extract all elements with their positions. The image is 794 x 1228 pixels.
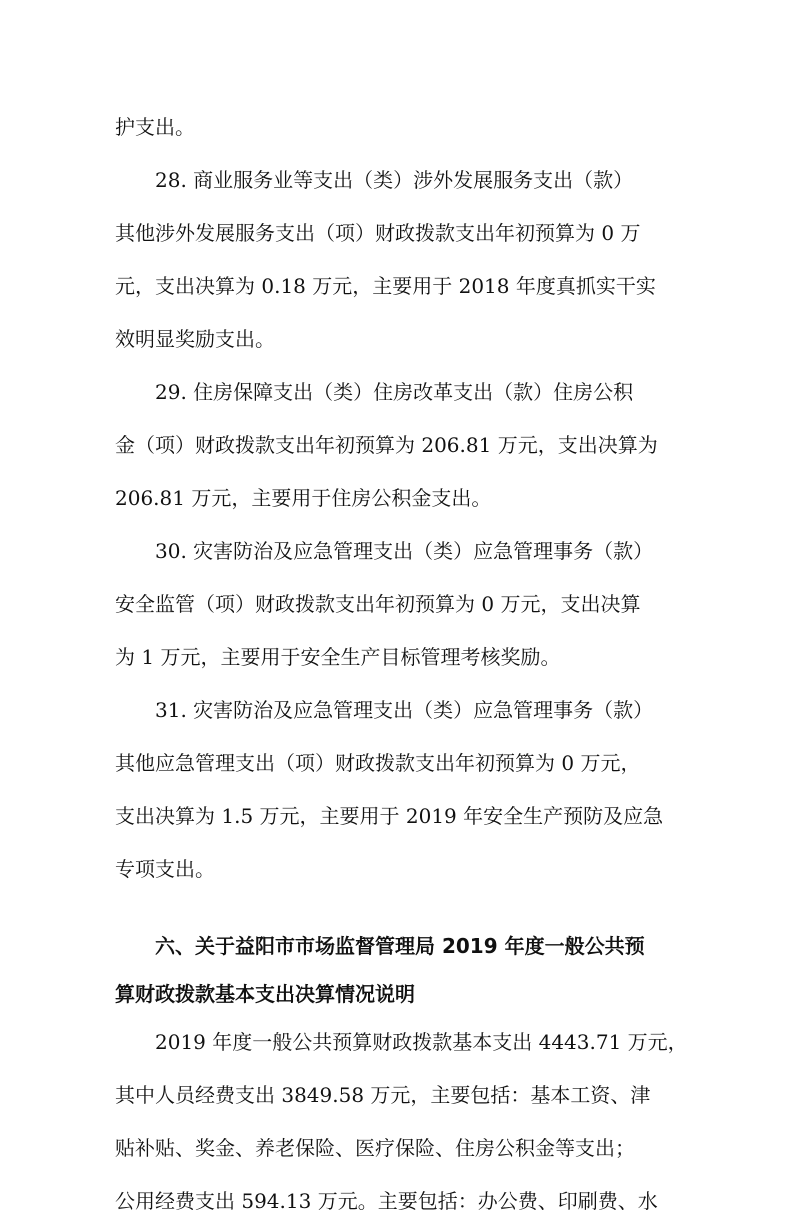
- text-line: 206.81 万元，主要用于住房公积金支出。: [115, 486, 492, 510]
- text-line: 护支出。: [115, 115, 195, 139]
- text-line: 为 1 万元，主要用于安全生产目标管理考核奖励。: [115, 645, 561, 669]
- text-line: 效明显奖励支出。: [115, 327, 275, 351]
- text-line: 28. 商业服务业等支出（类）涉外发展服务支出（款）: [115, 168, 634, 192]
- paragraph-item-28: [115, 154, 696, 366]
- paragraph-basic-expenditure: [115, 1016, 696, 1228]
- paragraph-item-30: [115, 525, 696, 684]
- section-heading: [115, 922, 696, 1018]
- paragraph-item-31: [115, 684, 696, 896]
- text-line: 专项支出。: [115, 857, 215, 881]
- text-line: 29. 住房保障支出（类）住房改革支出（款）住房公积: [115, 380, 634, 404]
- text-line: 安全监管（项）财政拨款支出年初预算为 0 万元，支出决算: [115, 592, 641, 616]
- paragraph-item-29: [115, 366, 696, 525]
- paragraph-continuation: [115, 101, 696, 154]
- heading-line: 算财政拨款基本支出决算情况说明: [115, 982, 415, 1006]
- text-line: 贴补贴、奖金、养老保险、医疗保险、住房公积金等支出；: [115, 1136, 635, 1160]
- heading-line: 六、关于益阳市市场监督管理局 2019 年度一般公共预: [115, 934, 645, 958]
- text-line: 2019 年度一般公共预算财政拨款基本支出 4443.71 万元，: [115, 1030, 688, 1054]
- text-line: 元，支出决算为 0.18 万元，主要用于 2018 年度真抓实干实: [115, 274, 656, 298]
- text-line: 公用经费支出 594.13 万元。主要包括：办公费、印刷费、水: [115, 1189, 658, 1213]
- text-line: 其他涉外发展服务支出（项）财政拨款支出年初预算为 0 万: [115, 221, 641, 245]
- text-line: 其中人员经费支出 3849.58 万元，主要包括：基本工资、津: [115, 1083, 651, 1107]
- text-line: 31. 灾害防治及应急管理支出（类）应急管理事务（款）: [115, 698, 654, 722]
- text-line: 支出决算为 1.5 万元，主要用于 2019 年安全生产预防及应急: [115, 804, 664, 828]
- text-line: 其他应急管理支出（项）财政拨款支出年初预算为 0 万元，: [115, 751, 641, 775]
- text-line: 30. 灾害防治及应急管理支出（类）应急管理事务（款）: [115, 539, 654, 563]
- text-line: 金（项）财政拨款支出年初预算为 206.81 万元，支出决算为: [115, 433, 658, 457]
